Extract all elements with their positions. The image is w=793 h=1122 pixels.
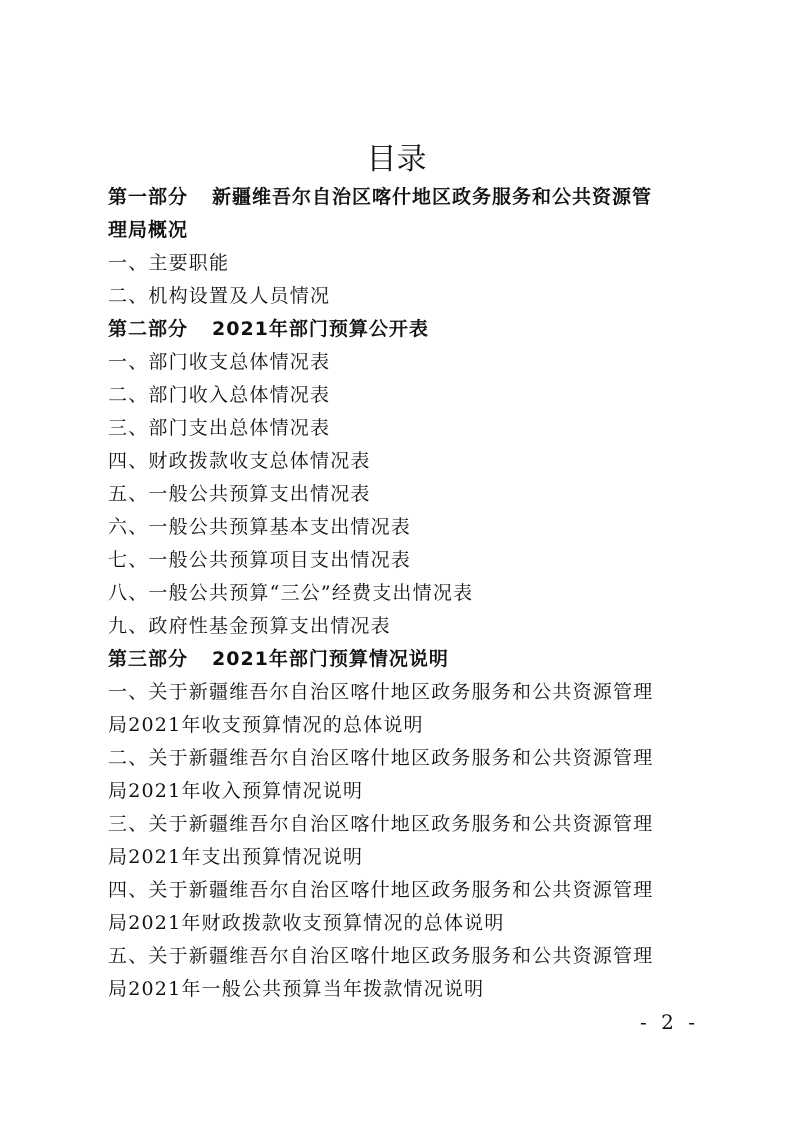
toc-item: 一、部门收支总体情况表 [108, 351, 331, 373]
part1-title-line1: 新疆维吾尔自治区喀什地区政务服务和公共资源管 [212, 186, 653, 208]
toc-item-line2: 局2021年收支预算情况的总体说明 [108, 714, 424, 736]
toc-item-line1: 一、关于新疆维吾尔自治区喀什地区政务服务和公共资源管理 [108, 681, 654, 703]
part3-title: 2021年部门预算情况说明 [212, 648, 449, 670]
toc-item-line1: 三、关于新疆维吾尔自治区喀什地区政务服务和公共资源管理 [108, 813, 654, 835]
part1-heading-continued [108, 214, 688, 247]
part1-label: 第一部分 [108, 186, 189, 208]
toc-item: 三、部门支出总体情况表 [108, 417, 331, 439]
part3-label: 第三部分 [108, 648, 189, 670]
part2-title: 2021年部门预算公开表 [212, 318, 429, 340]
part2-heading [108, 313, 688, 346]
toc-item-line2: 局2021年收入预算情况说明 [108, 780, 364, 802]
toc-item: 五、一般公共预算支出情况表 [108, 483, 371, 505]
toc-item: 六、一般公共预算基本支出情况表 [108, 516, 412, 538]
toc-item: 四、财政拨款收支总体情况表 [108, 450, 371, 472]
toc-item: 二、部门收入总体情况表 [108, 384, 331, 406]
toc-title: 目录 [366, 142, 427, 177]
toc-item: 九、政府性基金预算支出情况表 [108, 615, 391, 637]
toc-item: 二、机构设置及人员情况 [108, 285, 331, 307]
page-number: - 2 - [640, 1010, 699, 1034]
toc-item-line2: 局2021年财政拨款收支预算情况的总体说明 [108, 912, 505, 934]
part1-title-line2: 理局概况 [108, 219, 189, 241]
toc-item-line2: 局2021年支出预算情况说明 [108, 846, 364, 868]
part1-heading [108, 181, 688, 214]
part3-heading [108, 643, 688, 676]
toc-item-line1: 四、关于新疆维吾尔自治区喀什地区政务服务和公共资源管理 [108, 879, 654, 901]
toc-item: 一、主要职能 [108, 252, 230, 274]
toc-item-line1: 二、关于新疆维吾尔自治区喀什地区政务服务和公共资源管理 [108, 747, 654, 769]
toc-item-line2: 局2021年一般公共预算当年拨款情况说明 [108, 978, 485, 1000]
table-of-contents [108, 181, 688, 1006]
toc-item: 七、一般公共预算项目支出情况表 [108, 549, 412, 571]
toc-item-line1: 五、关于新疆维吾尔自治区喀什地区政务服务和公共资源管理 [108, 945, 654, 967]
part2-label: 第二部分 [108, 318, 189, 340]
toc-item: 八、一般公共预算“三公”经费支出情况表 [108, 582, 474, 604]
